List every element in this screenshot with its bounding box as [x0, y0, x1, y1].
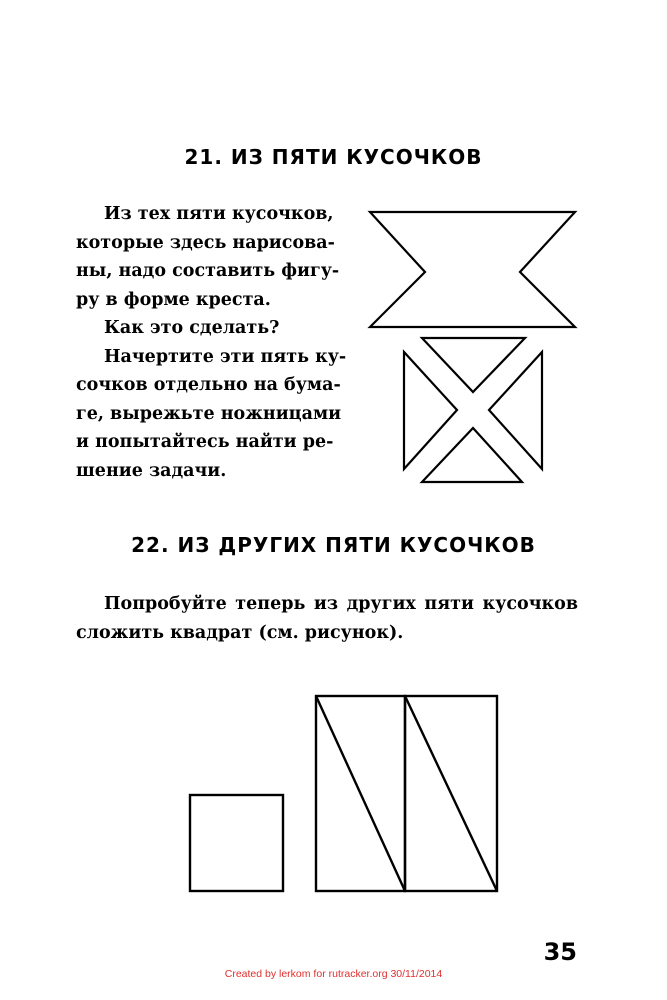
text-line: сложить квадрат (см. рисунок).: [76, 622, 404, 643]
triangle-piece-left: [404, 352, 457, 469]
text-line: ны, надо составить фигу-: [76, 261, 340, 281]
five-pieces-cross-figure: [360, 200, 580, 490]
problem-22-heading: 22. ИЗ ДРУГИХ ПЯТИ КУСОЧКОВ: [131, 533, 536, 557]
text-line: ге, вырежьте ножницами: [76, 403, 342, 424]
problem-21-heading: 21. ИЗ ПЯТИ КУСОЧКОВ: [184, 145, 483, 169]
text-line: Из тех пяти кусочков,: [104, 204, 334, 224]
page-number: 35: [543, 938, 577, 966]
five-pieces-square-figure: [180, 685, 510, 900]
triangle-piece-right: [489, 352, 542, 469]
triangle-piece-bottom: [422, 428, 522, 482]
text-line: Как это сделать?: [104, 318, 280, 338]
text-line: Попробуйте теперь из других пяти кусочков: [104, 594, 578, 614]
text-line: ру в форме креста.: [76, 289, 271, 310]
text-line: Начертите эти пять ку-: [104, 346, 347, 367]
text-line: шение задачи.: [76, 460, 227, 481]
bowtie-piece: [370, 212, 575, 327]
text-line: сочков отдельно на бума-: [76, 375, 341, 395]
footer-credit: Created by lerkom for rutracker.org 30/11/2014: [224, 968, 443, 980]
diagonal-cut-right: [405, 696, 497, 891]
problem-21-text: [76, 200, 348, 485]
text-line: которые здесь нарисова-: [76, 232, 335, 253]
problem-22-text: [76, 590, 578, 647]
diagonal-cut-left: [316, 696, 405, 891]
triangle-piece-top: [422, 338, 525, 392]
small-square-piece: [190, 795, 283, 891]
text-line: и попытайтесь найти ре-: [76, 432, 334, 452]
